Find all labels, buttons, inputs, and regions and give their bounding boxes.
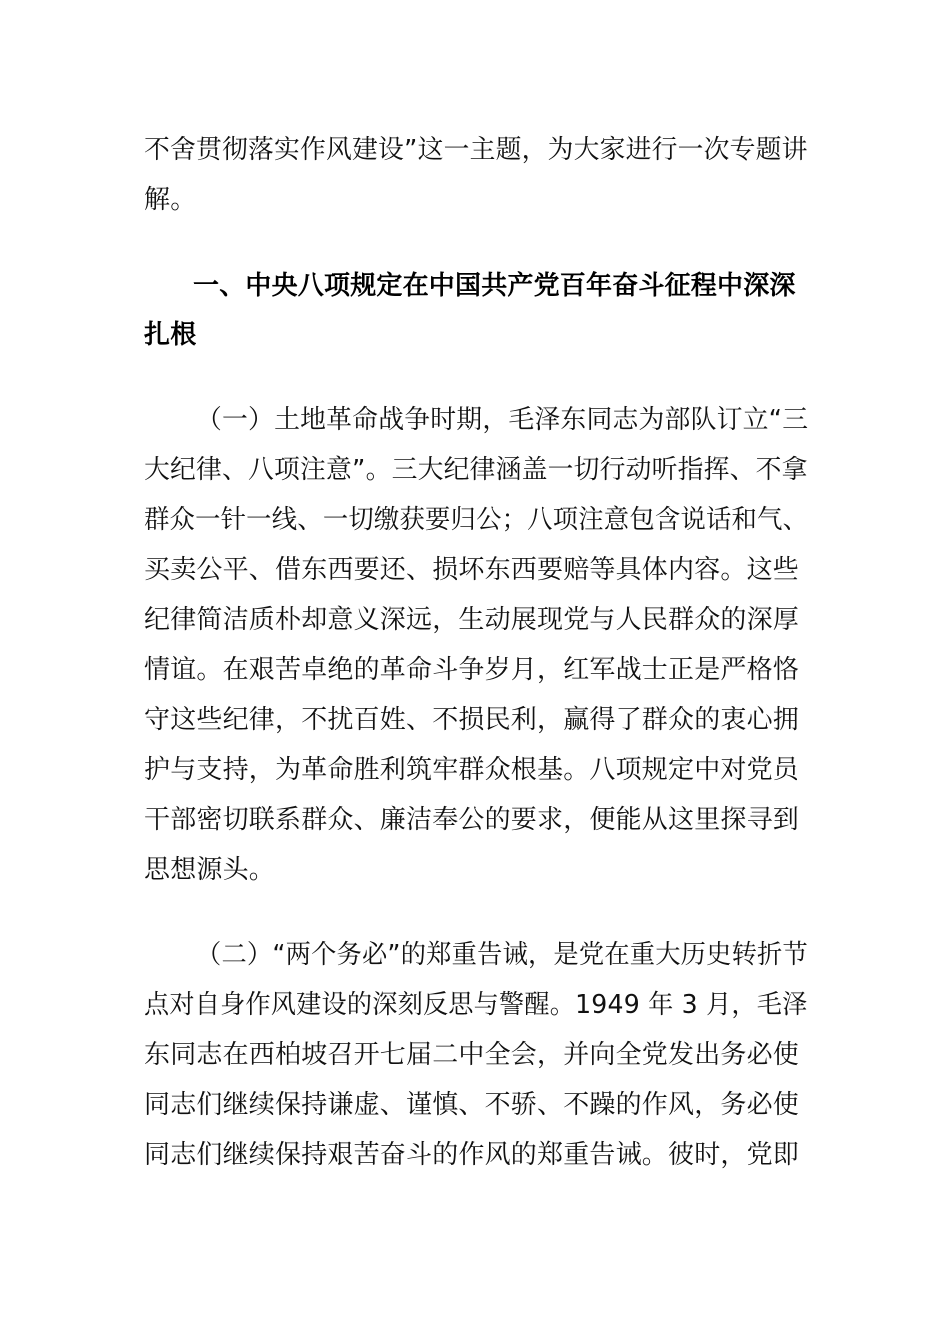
para1-line-6: 情谊。在艰苦卓绝的革命斗争岁月，红军战士正是严格恪	[144, 655, 800, 685]
section-heading-line-2: 扎根	[144, 320, 197, 350]
intro-line-1: 不舍贯彻落实作风建设”这一主题，为大家进行一次专题讲	[144, 135, 808, 165]
para1-line-1: （一）土地革命战争时期，毛泽东同志为部队订立“三	[196, 405, 809, 435]
para2-line-2: 点对自身作风建设的深刻反思与警醒。1949 年 3 月，毛泽	[144, 990, 808, 1020]
para1-line-9: 干部密切联系群众、廉洁奉公的要求，便能从这里探寻到	[144, 805, 800, 835]
section-heading-line-1: 一、中央八项规定在中国共产党百年奋斗征程中深深	[193, 271, 796, 301]
para1-line-2: 大纪律、八项注意”。三大纪律涵盖一切行动听指挥、不拿	[144, 455, 808, 485]
para1-line-5: 纪律简洁质朴却意义深远，生动展现党与人民群众的深厚	[144, 605, 800, 635]
intro-line-2: 解。	[144, 185, 197, 215]
para2-line-5: 同志们继续保持艰苦奋斗的作风的郑重告诫。彼时，党即	[144, 1140, 800, 1170]
para1-line-7: 守这些纪律，不扰百姓、不损民利，赢得了群众的衷心拥	[144, 705, 800, 735]
para2-line-4: 同志们继续保持谦虚、谨慎、不骄、不躁的作风，务必使	[144, 1090, 800, 1120]
para2-line-3: 东同志在西柏坡召开七届二中全会，并向全党发出务必使	[144, 1040, 800, 1070]
para1-line-10: 思想源头。	[144, 855, 276, 885]
para1-line-3: 群众一针一线、一切缴获要归公；八项注意包含说话和气、	[144, 505, 809, 535]
para1-line-8: 护与支持，为革命胜利筑牢群众根基。八项规定中对党员	[144, 755, 800, 785]
para2-line-1: （二）“两个务必”的郑重告诫，是党在重大历史转折节	[196, 940, 808, 970]
para1-line-4: 买卖公平、借东西要还、损坏东西要赔等具体内容。这些	[144, 555, 800, 585]
